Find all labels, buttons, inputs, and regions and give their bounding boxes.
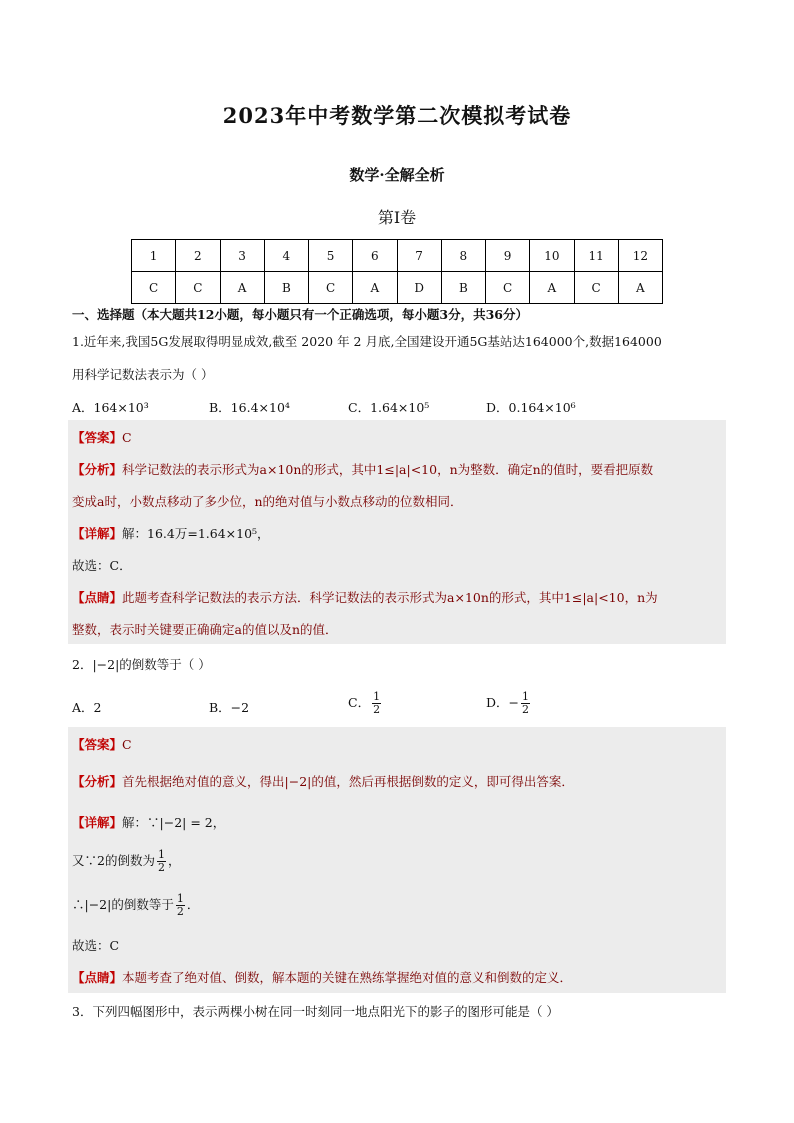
q1-detail-line xyxy=(72,524,270,542)
table-cell: 12 xyxy=(618,240,662,272)
q2-stem: 2．|−2|的倒数等于（ ） xyxy=(72,657,211,672)
q2-analysis-line xyxy=(72,772,574,790)
q1-analysis-line2: 变成a时，小数点移动了多少位，n的绝对值与小数点移动的位数相同． xyxy=(72,494,463,509)
table-cell: B xyxy=(441,272,485,304)
punctuation: ， xyxy=(167,853,181,868)
q1-stem-line1: 1.近年来,我国5G发展取得明显成效,截至 2020 年 2 月底,全国建设开通5G基站达164000个,数据164000 xyxy=(72,334,662,349)
detail-text: ∴|−2|的倒数等于 xyxy=(72,897,174,912)
table-cell: C xyxy=(574,272,618,304)
comment-tag: 【点睛】 xyxy=(72,590,123,605)
fraction-numerator: 1 xyxy=(373,690,381,703)
section-heading: 一、选择题（本大题共12小题，每小题只有一个正确选项，每小题3分，共36分） xyxy=(72,307,528,322)
table-cell: 10 xyxy=(530,240,574,272)
q1-option-b: B．16.4×10⁴ xyxy=(209,400,290,415)
fraction-numerator: 1 xyxy=(176,892,184,905)
answer-table-answer-row xyxy=(132,272,663,304)
table-cell: A xyxy=(530,272,574,304)
fraction-denominator: 2 xyxy=(522,703,529,716)
comment-text: 本题考查了绝对值、倒数，解本题的关键在熟练掌握绝对值的意义和倒数的定义． xyxy=(122,970,573,985)
volume-heading: 第Ⅰ卷 xyxy=(377,208,417,227)
table-cell: 5 xyxy=(309,240,353,272)
table-cell: 11 xyxy=(574,240,618,272)
answer-table xyxy=(131,239,663,304)
q3-stem: 3．下列四幅图形中，表示两棵小树在同一时刻同一地点阳光下的影子的图形可能是（ ） xyxy=(72,1004,559,1019)
fraction-numerator: 1 xyxy=(157,848,165,861)
analysis-tag: 【分析】 xyxy=(72,774,123,789)
q1-option-c: C．1.64×10⁵ xyxy=(348,400,430,415)
fraction-one-half xyxy=(157,849,166,874)
table-cell: A xyxy=(220,272,264,304)
q2-option-c xyxy=(348,691,383,716)
analysis-text: 首先根据绝对值的意义，得出|−2|的值，然后再根据倒数的定义，即可得出答案． xyxy=(122,774,574,789)
q1-answer-line xyxy=(72,428,132,446)
q1-analysis-line1 xyxy=(72,460,653,478)
comment-text: 此题考查科学记数法的表示方法．科学记数法的表示形式为a×10n的形式，其中1≤|a|<10，n为 xyxy=(122,590,658,605)
fraction-one-half xyxy=(372,691,381,716)
fraction-one-half xyxy=(521,691,530,716)
q1-option-a: A．164×10³ xyxy=(72,400,149,415)
option-label: D．− xyxy=(486,695,519,710)
q1-option-d: D．0.164×10⁶ xyxy=(486,400,576,415)
comment-tag: 【点睛】 xyxy=(72,970,123,985)
answer-value: C xyxy=(122,430,132,445)
table-cell: C xyxy=(309,272,353,304)
page-subtitle: 数学·全解全析 xyxy=(349,166,445,184)
table-cell: C xyxy=(176,272,220,304)
analysis-text: 科学记数法的表示形式为a×10n的形式，其中1≤|a|<10，n为整数．确定n的值时，要看把原数 xyxy=(122,462,654,477)
answer-value: C xyxy=(122,737,132,752)
table-cell: A xyxy=(353,272,397,304)
table-cell: 6 xyxy=(353,240,397,272)
q2-detail-line-c xyxy=(72,893,199,918)
detail-tag: 【详解】 xyxy=(72,815,123,830)
q1-choose-line: 故选：C． xyxy=(72,558,132,573)
table-cell: 9 xyxy=(486,240,530,272)
q2-answer-line xyxy=(72,735,132,753)
answer-table-number-row xyxy=(132,240,663,272)
table-cell: 7 xyxy=(397,240,441,272)
table-cell: D xyxy=(397,272,441,304)
table-cell: C xyxy=(132,272,176,304)
detail-text: 解：16.4万=1.64×10⁵， xyxy=(122,526,270,541)
detail-tag: 【详解】 xyxy=(72,526,123,541)
q2-choose-line: 故选：C xyxy=(72,938,120,953)
table-cell: 8 xyxy=(441,240,485,272)
option-label: C． xyxy=(348,695,371,710)
answer-tag: 【答案】 xyxy=(72,737,123,752)
q2-option-b: B．−2 xyxy=(209,700,250,715)
q2-option-d xyxy=(486,691,532,716)
fraction-denominator: 2 xyxy=(157,861,165,874)
punctuation: ． xyxy=(186,897,200,912)
page-title: 2023年中考数学第二次模拟考试卷 xyxy=(222,103,572,128)
fraction-denominator: 2 xyxy=(176,905,184,918)
q2-detail-line-b xyxy=(72,849,180,874)
table-cell: 2 xyxy=(176,240,220,272)
table-cell: B xyxy=(264,272,308,304)
fraction-one-half xyxy=(176,893,185,918)
answer-tag: 【答案】 xyxy=(72,430,123,445)
q1-comment-line1 xyxy=(72,588,658,606)
table-cell: 1 xyxy=(132,240,176,272)
fraction-numerator: 1 xyxy=(522,690,529,703)
detail-text: 又∵2的倒数为 xyxy=(72,853,155,868)
q2-comment-line xyxy=(72,968,572,986)
q1-stem-line2: 用科学记数法表示为（ ） xyxy=(72,367,214,382)
fraction-denominator: 2 xyxy=(373,703,381,716)
q1-comment-line2: 整数，表示时关键要正确确定a的值以及n的值． xyxy=(72,622,338,637)
q2-option-a: A．2 xyxy=(72,700,102,715)
detail-text: 解：∵|−2| = 2， xyxy=(122,815,226,830)
q2-detail-line xyxy=(72,813,225,831)
table-cell: 4 xyxy=(264,240,308,272)
table-cell: A xyxy=(618,272,662,304)
table-cell: C xyxy=(486,272,530,304)
analysis-tag: 【分析】 xyxy=(72,462,123,477)
table-cell: 3 xyxy=(220,240,264,272)
